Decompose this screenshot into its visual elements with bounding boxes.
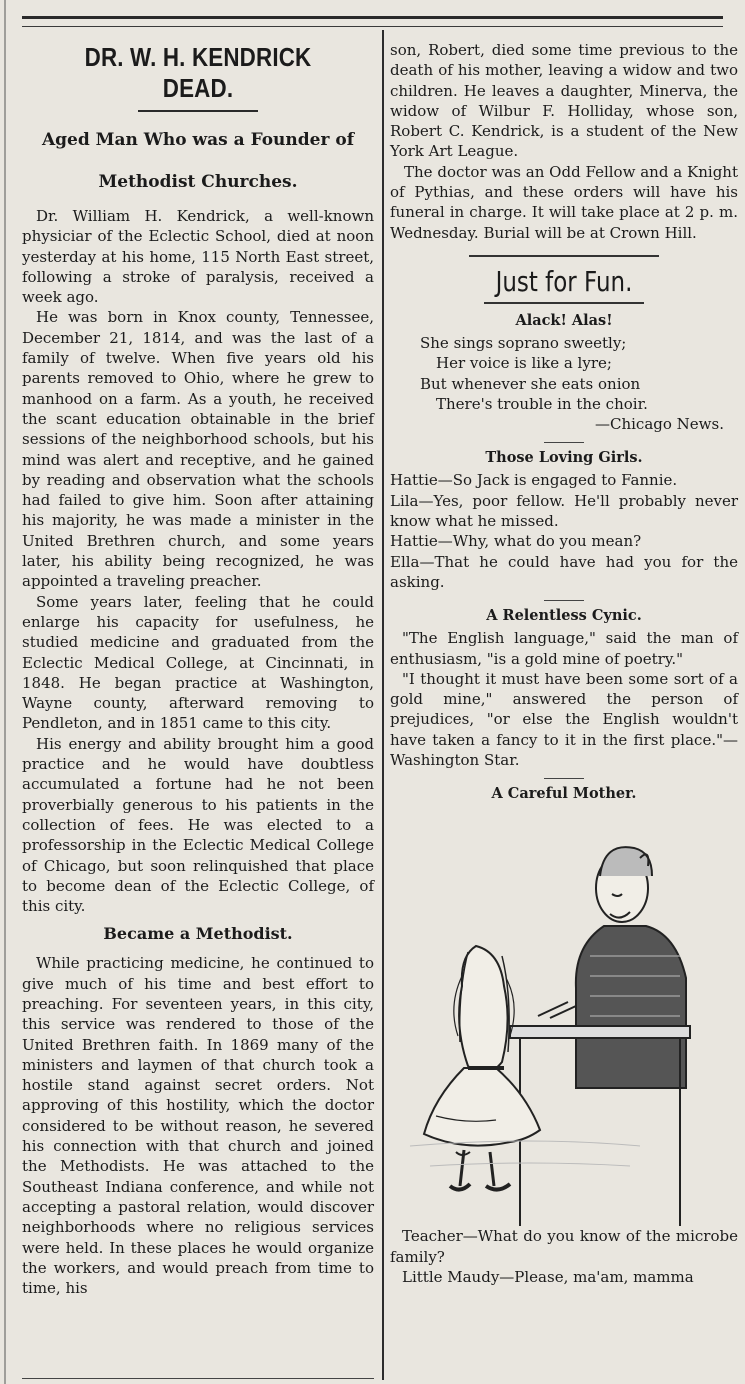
headline: DR. W. H. KENDRICK DEAD. <box>84 42 312 103</box>
relentless-cynic-title: A Relentless Cynic. <box>486 607 642 625</box>
dialogue-line: "The English language," said the man of enthusiasm, "is a gold mine of poetry." <box>390 629 738 668</box>
cartoon-drawing <box>390 806 738 1226</box>
obituary-column <box>22 34 374 1298</box>
dialogue-line: "I thought it must have been some sort of a gold mine," answered the person of prejudices, "or else the English wouldn't have taken a fancy to it in the first place."—Washington Star. <box>390 669 738 770</box>
poem-line: Her voice is like a lyre; <box>436 354 612 373</box>
paragraph: Some years later, feeling that he could enlarge his capacity for usefulness, he studied medicine and graduated from the Eclectic Medical College, at Cincinnati, in 1848. He began practice at Washington, Wayne county, afterward removing to Pendleton, and in 1851 came to this city. <box>22 592 374 733</box>
headline-rule <box>138 110 258 112</box>
item-rule <box>544 778 584 779</box>
poem-line: She sings soprano sweetly; <box>420 333 627 352</box>
maudy-line: Little Maudy—Please, ma'am, mamma <box>402 1267 694 1286</box>
alack-title: Alack! Alas! <box>515 311 613 329</box>
dialogue-line: Hattie—Why, what do you mean? <box>390 532 642 551</box>
loving-girls-title: Those Loving Girls. <box>485 449 643 467</box>
section-rule <box>469 255 659 257</box>
page-edge-rule <box>4 0 6 1384</box>
just-for-fun-title: Just for Fun. <box>495 264 633 298</box>
paragraph: He was born in Knox county, Tennessee, December 21, 1814, and was the last of a family of twelve. When five years old his parents removed to Ohio, where he grew to manhood on a farm. As a youth, he received the scant education obtainable in the brief sessions of the neighborhood schools, but his mind was alert and receptive, and he gained by reading and observation what the schools had failed to give him. Soon after attaining his majority, he was made a minister in the United Brethren church, and some years later, his ability being recognized, he was appointed a traveling preacher. <box>22 308 374 591</box>
subheading: Became a Methodist. <box>103 924 293 944</box>
deck-line-2: Methodist Churches. <box>98 172 298 192</box>
top-rule-thin <box>22 26 723 27</box>
bottom-rule <box>22 1378 374 1379</box>
poem-line: There's trouble in the choir. <box>436 394 648 413</box>
item-rule <box>544 442 584 443</box>
item-rule <box>544 600 584 601</box>
poem <box>390 333 738 434</box>
continuation-paragraph: son, Robert, died some time previous to the death of his mother, leaving a widow and two children. He leaves a daughter, Minerva, the widow of Wilbur F. Holliday, whose son, Robert C. Kendrick, is a student of the New York Art League. <box>390 41 738 161</box>
poem-line: But whenever she eats onion <box>420 374 641 393</box>
column-separator <box>382 30 384 1380</box>
dialogue-line: Hattie—So Jack is engaged to Fannie. <box>390 471 678 490</box>
deck-line-1: Aged Man Who was a Founder of <box>41 130 355 150</box>
cartoon-illustration <box>390 806 738 1226</box>
paragraph: Dr. William H. Kendrick, a well-known physiciar of the Eclectic School, died at noon yesterday at his home, 115 North East street, following a stroke of paralysis, received a week ago. <box>22 207 374 307</box>
paragraph: While practicing medicine, he continued to give much of his time and best effort to preaching. For seventeen years, in this city, this service was rendered to those of the United Brethren faith. In 1869 many of the ministers and laymen of that church took a hostile stand against secret orders. Not approving of this hostility, which the doctor considered to be without reason, he severed his connection with that church and joined the Methodists. He was attached to the Southeast Indiana conference, and while not accepting a pastoral relation, would discover neighborhoods where no religious services were held. In these places he would organize the workers, and would preach from time to time, his <box>22 954 374 1298</box>
top-rule <box>22 16 723 19</box>
careful-mother-title: A Careful Mother. <box>491 785 637 803</box>
dialogue-line: Ella—That he could have had you for the asking. <box>390 552 738 591</box>
poem-attribution: —Chicago News. <box>595 415 724 434</box>
continuation-paragraph: The doctor was an Odd Fellow and a Knight of Pythias, and these orders will have his funeral in charge. It will take place at 2 p. m. Wednesday. Burial will be at Crown Hill. <box>390 162 738 242</box>
teacher-line: Teacher—What do you know of the microbe family? <box>390 1227 738 1266</box>
paragraph: His energy and ability brought him a good practice and he would have doubtless accumulated a fortune had he not been proverbially generous to his patients in the collection of fees. He was elected to a professorship in the Eclectic Medical College of Chicago, but soon relinquished that place to become dean of the Eclectic College, of this city. <box>22 734 374 916</box>
right-column <box>390 40 738 1287</box>
dialogue-line: Lila—Yes, poor fellow. He'll probably never know what he missed. <box>390 491 738 531</box>
title-rule <box>484 302 644 304</box>
